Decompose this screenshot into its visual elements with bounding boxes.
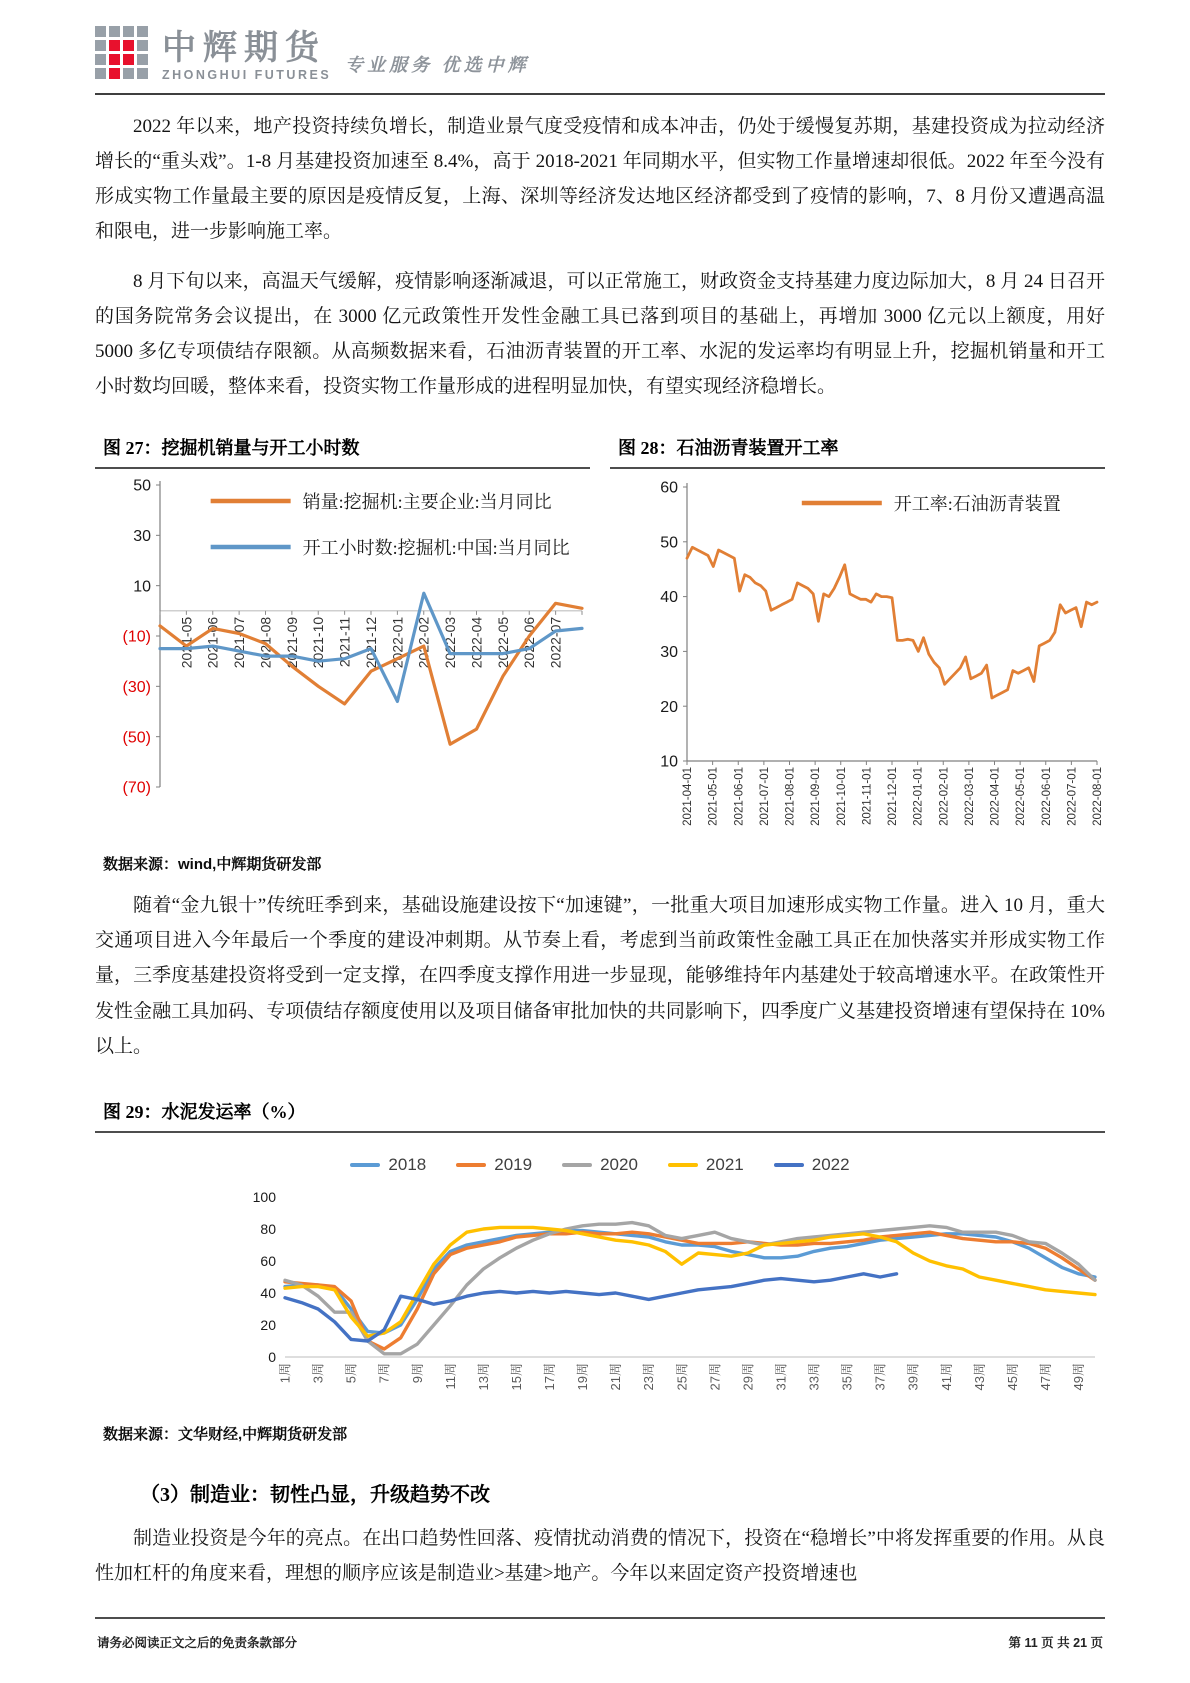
- svg-text:2021-04-01: 2021-04-01: [682, 767, 695, 826]
- excavator-sales-chart: [95, 473, 590, 825]
- svg-text:(10): (10): [122, 628, 151, 646]
- svg-text:2022-06-01: 2022-06-01: [1040, 767, 1053, 826]
- cement-shipping-rate-chart: [95, 1189, 1105, 1397]
- legend-label: 2022: [811, 1154, 850, 1174]
- svg-text:60: 60: [260, 1252, 276, 1269]
- svg-text:50: 50: [660, 534, 678, 552]
- svg-text:0: 0: [268, 1348, 276, 1365]
- svg-text:17周: 17周: [542, 1362, 558, 1391]
- body-paragraph-2: 8 月下旬以来，高温天气缓解，疫情影响逐渐减退，可以正常施工，财政资金支持基建力度边际加大，8 月 24 日召开的国务院常务会议提出，在 3000 亿元政策性开发性金融工具已落到项目的基础上，再增加 3000 亿元以上额度，用好 5000 多亿专项债结存限额。从高频数据来看，石油沥青装置的开工率、水泥的发运率均有明显上升，挖掘机销量和开工小时数均回暖，整体来看，投资实物工作量形成的进程明显加快，有望实现经济稳增长。: [95, 270, 1105, 397]
- svg-text:25周: 25周: [674, 1362, 690, 1391]
- svg-text:40: 40: [260, 1284, 276, 1301]
- report-header: [95, 26, 1105, 95]
- legend-swatch-icon: [774, 1163, 804, 1168]
- svg-text:2021-10-01: 2021-10-01: [835, 767, 848, 826]
- svg-text:2021-08-01: 2021-08-01: [784, 767, 797, 826]
- svg-text:2021-06: 2021-06: [204, 616, 221, 669]
- svg-text:50: 50: [133, 477, 151, 495]
- svg-text:开工率:石油沥青装置: 开工率:石油沥青装置: [893, 494, 1061, 515]
- svg-text:2022-03: 2022-03: [442, 616, 459, 669]
- figure-27-title: 图 27：挖掘机销量与开工小时数: [95, 430, 590, 469]
- svg-text:2022-02-01: 2022-02-01: [938, 767, 951, 826]
- svg-text:43周: 43周: [971, 1362, 987, 1391]
- svg-text:开工小时数:挖掘机:中国:当月同比: 开工小时数:挖掘机:中国:当月同比: [302, 538, 570, 559]
- svg-text:2022-02: 2022-02: [415, 616, 432, 669]
- svg-text:37周: 37周: [872, 1362, 888, 1391]
- svg-text:15周: 15周: [508, 1362, 524, 1391]
- legend-label: 2018: [388, 1154, 427, 1174]
- svg-text:35周: 35周: [839, 1362, 855, 1391]
- svg-text:2021-11-01: 2021-11-01: [861, 767, 874, 826]
- svg-text:45周: 45周: [1004, 1362, 1020, 1391]
- svg-text:49周: 49周: [1071, 1362, 1087, 1391]
- svg-text:2022-08-01: 2022-08-01: [1092, 767, 1105, 826]
- svg-text:40: 40: [660, 589, 678, 607]
- svg-text:2021-07: 2021-07: [231, 616, 248, 669]
- legend-item-2021: [668, 1155, 744, 1175]
- svg-text:10: 10: [133, 578, 151, 596]
- svg-text:2022-05: 2022-05: [494, 616, 511, 669]
- svg-text:2022-01-01: 2022-01-01: [912, 767, 925, 826]
- logo-name-en: ZHONGHUI FUTURES: [162, 67, 332, 82]
- svg-text:20: 20: [260, 1316, 276, 1333]
- legend-swatch-icon: [562, 1163, 592, 1168]
- svg-text:(50): (50): [122, 729, 151, 747]
- legend-label: 2019: [494, 1154, 533, 1174]
- zhonghui-logo: [162, 28, 332, 82]
- legend-item-2020: [562, 1155, 638, 1175]
- svg-text:2022-03-01: 2022-03-01: [963, 767, 976, 826]
- svg-text:20: 20: [660, 698, 678, 716]
- svg-text:2022-07-01: 2022-07-01: [1066, 767, 1079, 826]
- svg-text:(30): (30): [122, 679, 151, 697]
- svg-text:60: 60: [660, 479, 678, 497]
- svg-text:1周: 1周: [277, 1362, 293, 1384]
- svg-text:11周: 11周: [442, 1362, 458, 1390]
- svg-text:9周: 9周: [409, 1362, 425, 1384]
- figure-29-title: 图 29：水泥发运率（%）: [95, 1094, 1105, 1133]
- svg-text:27周: 27周: [707, 1362, 723, 1391]
- cement-chart-legend: [95, 1155, 1105, 1175]
- figure-28: [610, 430, 1105, 827]
- svg-text:2021-07-01: 2021-07-01: [758, 767, 771, 826]
- logo-slogan: 专业服务 优选中辉: [345, 55, 530, 75]
- section-heading: （3）制造业：韧性凸显，升级趋势不改: [140, 1483, 490, 1506]
- legend-swatch-icon: [350, 1163, 380, 1168]
- data-source-1: 数据来源：wind,中辉期货研发部: [103, 856, 322, 874]
- svg-text:2022-01: 2022-01: [389, 616, 406, 669]
- footer-disclaimer: 请务必阅读正文之后的免责条款部分: [97, 1636, 298, 1651]
- legend-swatch-icon: [668, 1163, 698, 1168]
- svg-text:2021-05-01: 2021-05-01: [707, 767, 720, 826]
- logo-grid-icon: [95, 26, 148, 79]
- svg-text:2021-10: 2021-10: [310, 616, 327, 669]
- svg-text:47周: 47周: [1037, 1362, 1053, 1391]
- svg-text:30: 30: [660, 644, 678, 662]
- svg-text:2022-04-01: 2022-04-01: [989, 767, 1002, 826]
- svg-text:19周: 19周: [575, 1362, 591, 1391]
- svg-text:2021-06-01: 2021-06-01: [733, 767, 746, 826]
- legend-item-2022: [774, 1155, 850, 1175]
- asphalt-operating-rate-chart: [610, 473, 1105, 827]
- svg-text:2022-06: 2022-06: [521, 616, 538, 669]
- body-paragraph-1: 2022 年以来，地产投资持续负增长，制造业景气度受疫情和成本冲击，仍处于缓慢复苏期，基建投资成为拉动经济增长的“重头戏”。1-8 月基建投资加速至 8.4%，高于 2018-2021 年同期水平，但实物工作量增速却很低。2022 年至今没有形成实物工作量最主要的原因是疫情反复，上海、深圳等经济发达地区经济都受到了疫情的影响，7、8 月份又遭遇高温和限电，进一步影响施工率。: [95, 116, 1105, 243]
- svg-text:33周: 33周: [806, 1362, 822, 1391]
- body-paragraph-3: 随着“金九银十”传统旺季到来，基础设施建设按下“加速键”，一批重大项目加速形成实物工作量。进入 10 月，重大交通项目进入今年最后一个季度的建设冲刺期。从节奏上看，考虑到当前政策性金融工具正在加快落实并形成实物工作量，三季度基建投资将受到一定支撑，在四季度支撑作用进一步显现，能够维持年内基建处于较高增速水平。在政策性开发性金融工具加码、专项债结存额度使用以及项目储备审批加快的共同影响下，四季度广义基建投资增速有望保持在 10%以上。: [95, 895, 1105, 1057]
- figure-row: [95, 430, 1105, 827]
- body-paragraph-4: 制造业投资是今年的亮点。在出口趋势性回落、疫情扰动消费的情况下，投资在“稳增长”中将发挥重要的作用。从良性加杠杆的角度来看，理想的顺序应该是制造业>基建>地产。今年以来固定资产投资增速也: [95, 1527, 1105, 1584]
- legend-swatch-icon: [456, 1163, 486, 1168]
- svg-text:(70): (70): [122, 779, 151, 797]
- legend-label: 2020: [600, 1154, 638, 1174]
- svg-text:31周: 31周: [773, 1362, 789, 1391]
- svg-text:销量:挖掘机:主要企业:当月同比: 销量:挖掘机:主要企业:当月同比: [302, 492, 552, 513]
- svg-text:5周: 5周: [343, 1362, 359, 1384]
- legend-item-2019: [456, 1155, 532, 1175]
- svg-text:29周: 29周: [740, 1362, 756, 1391]
- legend-item-2018: [350, 1155, 426, 1175]
- svg-text:2022-07: 2022-07: [547, 616, 564, 669]
- svg-text:100: 100: [252, 1188, 276, 1205]
- svg-text:2021-05: 2021-05: [178, 616, 195, 669]
- svg-text:2021-11: 2021-11: [336, 616, 353, 668]
- svg-text:2021-08: 2021-08: [257, 616, 274, 669]
- svg-text:2021-12: 2021-12: [362, 616, 379, 669]
- svg-text:13周: 13周: [475, 1362, 491, 1391]
- data-source-2: 数据来源：文华财经,中辉期货研发部: [103, 1425, 348, 1443]
- svg-text:3周: 3周: [310, 1362, 326, 1384]
- svg-text:2021-09-01: 2021-09-01: [810, 767, 823, 826]
- svg-text:80: 80: [260, 1220, 276, 1237]
- svg-text:41周: 41周: [938, 1362, 954, 1391]
- svg-text:10: 10: [660, 753, 678, 771]
- svg-text:2021-12-01: 2021-12-01: [887, 767, 900, 826]
- figure-28-title: 图 28：石油沥青装置开工率: [610, 430, 1105, 469]
- svg-text:2021-09: 2021-09: [283, 616, 300, 669]
- svg-text:39周: 39周: [905, 1362, 921, 1391]
- footer-page-number: 第 11 页 共 21 页: [1008, 1636, 1103, 1651]
- svg-text:2022-04: 2022-04: [468, 616, 485, 669]
- svg-text:2022-05-01: 2022-05-01: [1015, 767, 1028, 826]
- svg-text:23周: 23周: [641, 1362, 657, 1391]
- legend-label: 2021: [705, 1154, 744, 1174]
- svg-text:21周: 21周: [608, 1362, 624, 1391]
- page-footer: [95, 1617, 1105, 1651]
- logo-name-cn: 中辉期货: [162, 28, 326, 67]
- figure-27: [95, 430, 590, 827]
- svg-text:7周: 7周: [376, 1362, 392, 1384]
- svg-text:30: 30: [133, 528, 151, 546]
